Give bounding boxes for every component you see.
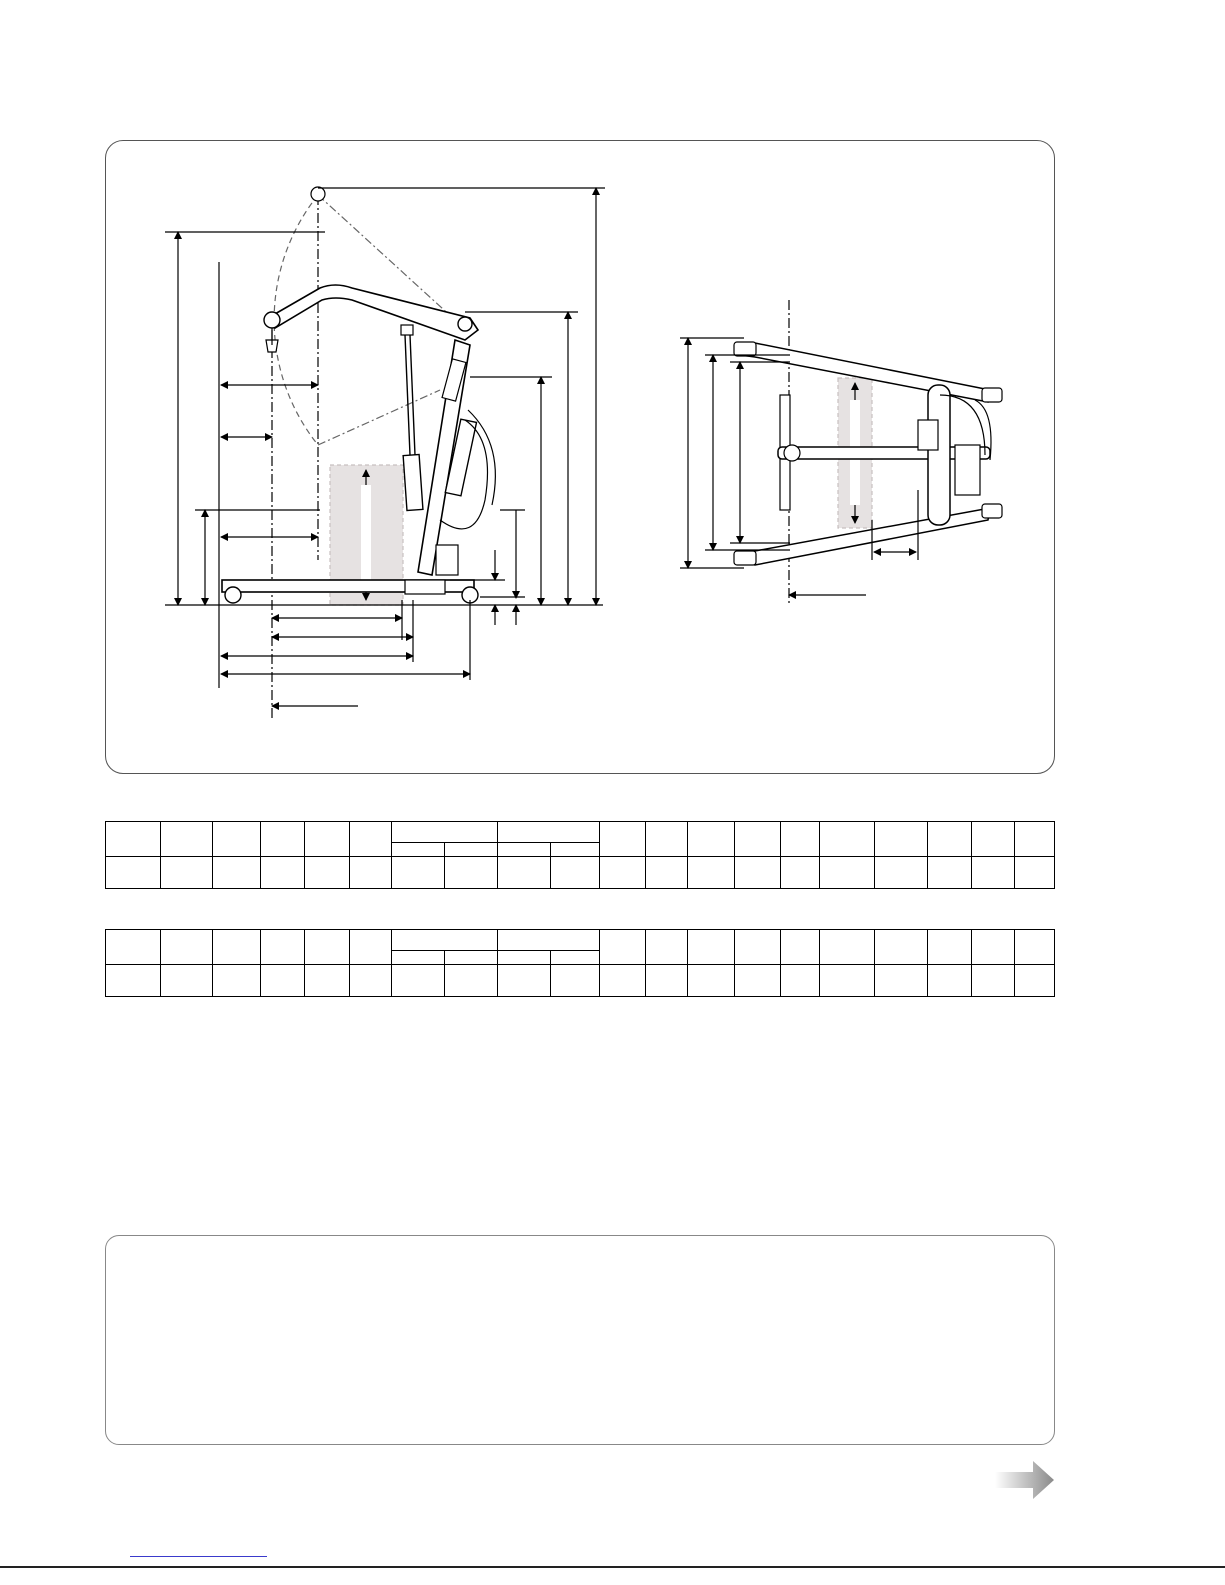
table-header-cell bbox=[646, 822, 688, 857]
table-header-cell bbox=[972, 822, 1015, 857]
table-header-cell bbox=[106, 930, 161, 965]
table-cell bbox=[781, 857, 820, 889]
table-group-header bbox=[498, 930, 600, 951]
table-header-cell bbox=[875, 822, 928, 857]
table-group-header bbox=[392, 930, 498, 951]
side-view-diagram bbox=[165, 187, 605, 718]
table-header-cell bbox=[261, 822, 305, 857]
table-cell bbox=[445, 965, 498, 997]
table-cell bbox=[305, 857, 350, 889]
table-header-cell bbox=[213, 822, 261, 857]
table-subheader-cell bbox=[498, 843, 551, 857]
table-group-header bbox=[498, 822, 600, 843]
table-row bbox=[106, 965, 1055, 997]
table-header-cell bbox=[350, 930, 392, 965]
table-cell bbox=[875, 857, 928, 889]
table-header-cell bbox=[1015, 822, 1055, 857]
table-header-cell bbox=[350, 822, 392, 857]
table-cell bbox=[261, 965, 305, 997]
table-cell bbox=[600, 857, 646, 889]
table-subheader-cell bbox=[551, 951, 600, 965]
table-group-header bbox=[392, 822, 498, 843]
table-header-cell bbox=[646, 930, 688, 965]
table-header-cell bbox=[688, 822, 735, 857]
table-header-cell bbox=[928, 822, 972, 857]
table-header-cell bbox=[781, 930, 820, 965]
table-subheader-cell bbox=[551, 843, 600, 857]
table-subheader-cell bbox=[445, 951, 498, 965]
table-cell bbox=[1015, 857, 1055, 889]
actuator-body bbox=[403, 455, 423, 511]
table-cell bbox=[875, 965, 928, 997]
table-header-cell bbox=[972, 930, 1015, 965]
table-header-cell bbox=[161, 930, 213, 965]
table-header-cell bbox=[781, 822, 820, 857]
table-cell bbox=[688, 857, 735, 889]
table-header-cell bbox=[106, 822, 161, 857]
table-header-cell bbox=[261, 930, 305, 965]
table-header-cell bbox=[735, 930, 781, 965]
table-cell bbox=[820, 965, 875, 997]
table-cell bbox=[646, 857, 688, 889]
table-cell bbox=[735, 857, 781, 889]
top-view-diagram bbox=[680, 300, 1002, 605]
table-header-cell bbox=[305, 930, 350, 965]
table-cell bbox=[688, 965, 735, 997]
table-cell bbox=[305, 965, 350, 997]
table-cell bbox=[161, 857, 213, 889]
table-cell bbox=[350, 965, 392, 997]
table-cell bbox=[972, 965, 1015, 997]
table-cell bbox=[646, 965, 688, 997]
table-header-cell bbox=[161, 822, 213, 857]
table-header-cell bbox=[928, 930, 972, 965]
table-cell bbox=[1015, 965, 1055, 997]
table-header-cell bbox=[1015, 930, 1055, 965]
table-subheader-cell bbox=[392, 951, 445, 965]
notes-panel bbox=[105, 1235, 1055, 1445]
table-cell bbox=[551, 857, 600, 889]
table-cell bbox=[551, 965, 600, 997]
arrow-right-icon[interactable] bbox=[995, 1460, 1057, 1500]
table-cell bbox=[735, 965, 781, 997]
table-header-cell bbox=[600, 930, 646, 965]
table-cell bbox=[350, 857, 392, 889]
footer-link-underline bbox=[130, 1556, 267, 1557]
table-header-cell bbox=[875, 930, 928, 965]
table-header-row bbox=[106, 930, 1055, 951]
table-header-cell bbox=[305, 822, 350, 857]
table-cell bbox=[106, 857, 161, 889]
table-cell bbox=[261, 857, 305, 889]
table-cell bbox=[392, 857, 445, 889]
table-header-cell bbox=[820, 822, 875, 857]
table-cell bbox=[161, 965, 213, 997]
table-cell bbox=[498, 857, 551, 889]
table-header-cell bbox=[820, 930, 875, 965]
boom-arm bbox=[268, 285, 478, 340]
table-header-row bbox=[106, 822, 1055, 843]
table-cell bbox=[498, 965, 551, 997]
table-cell bbox=[781, 965, 820, 997]
table-cell bbox=[106, 965, 161, 997]
table-header-cell bbox=[213, 930, 261, 965]
table-header-cell bbox=[735, 822, 781, 857]
table-cell bbox=[928, 857, 972, 889]
table-subheader-cell bbox=[498, 951, 551, 965]
table-subheader-cell bbox=[392, 843, 445, 857]
table-cell bbox=[213, 965, 261, 997]
table-cell bbox=[820, 857, 875, 889]
bottom-rule bbox=[0, 1566, 1225, 1568]
table-cell bbox=[445, 857, 498, 889]
table-header-cell bbox=[688, 930, 735, 965]
table-cell bbox=[600, 965, 646, 997]
table-cell bbox=[972, 857, 1015, 889]
table-subheader-cell bbox=[445, 843, 498, 857]
spec-table-1 bbox=[105, 821, 1055, 889]
table-cell bbox=[928, 965, 972, 997]
table-cell bbox=[392, 965, 445, 997]
table-row bbox=[106, 857, 1055, 889]
table-cell bbox=[213, 857, 261, 889]
table-header-cell bbox=[600, 822, 646, 857]
spec-table-2 bbox=[105, 929, 1055, 997]
